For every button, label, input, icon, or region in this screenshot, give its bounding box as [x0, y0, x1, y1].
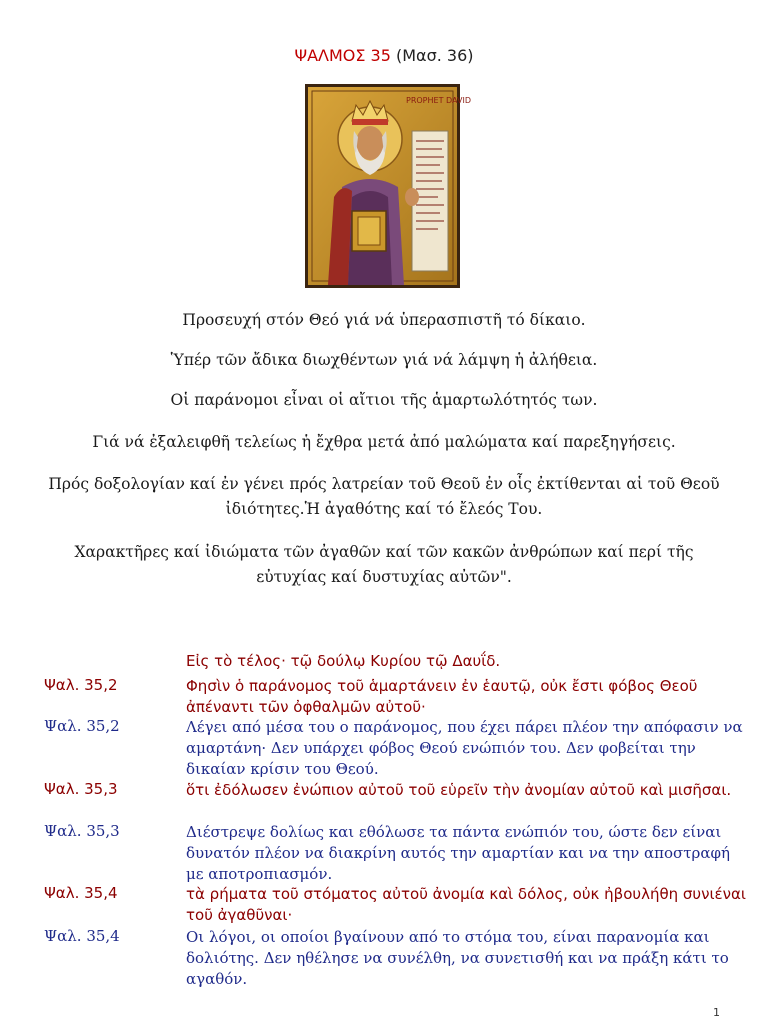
verse-text-modern: Λέγει από μέσα του ο παράνομος, που έχει πάρει πλέον την απόφασιν να αμαρτάνη· Δεν υπάρχει φόβος Θεού ενώπιόν του. Δεν φοβείται την δικαίαν κρίσιν του Θεού.	[186, 718, 743, 778]
verse-text-ancient: Φησὶν ὁ παράνομος τοῦ ἁμαρτάνειν ἐν ἑαυτῷ, οὐκ ἔστι φόβος Θεοῦ ἀπέναντι τῶν ὀφθαλμῶν αὐτοῦ·	[186, 677, 698, 716]
verse-text-ancient: ὅτι ἐδόλωσεν ἐνώπιον αὐτοῦ τοῦ εὑρεῖν τὴν ἀνομίαν αὐτοῦ καὶ μισῆσαι.	[186, 781, 732, 799]
psalm-title: ΨΑΛΜΟΣ 35	[294, 46, 391, 65]
verse-reference: Ψαλ. 35,4	[44, 927, 120, 945]
verse-reference: Ψαλ. 35,3	[44, 780, 118, 798]
verse-reference: Ψαλ. 35,3	[44, 822, 120, 840]
king-david-icon	[305, 84, 471, 288]
intro-line-4: Γιά νά ἐξαλειφθῆ τελείως ἡ ἔχθρα μετά ἀπό μαλώματα καί παρεξηγήσεις.	[92, 433, 676, 451]
page-number: 1	[713, 1006, 720, 1019]
verse-text-ancient: τὰ ρήματα τοῦ στόματος αὐτοῦ ἀνομία καὶ δόλος, οὐκ ἠβουλήθη συνιέναι τοῦ ἀγαθῦναι·	[186, 885, 747, 924]
icon-inscription: PROPHET DAVID	[406, 96, 471, 105]
intro-line-1: Προσευχή στόν Θεό γιά νά ὑπερασπιστῆ τό δίκαιο.	[182, 311, 586, 329]
intro-line-3: Οἱ παράνομοι εἶναι οἱ αἴτιοι τῆς ἁμαρτωλότητός των.	[170, 391, 598, 409]
intro-line-6: Χαρακτῆρες καί ἰδιώματα τῶν ἀγαθῶν καί τῶν κακῶν ἀνθρώπων καί περί τῆς εὐτυχίας καί δυστυχίας αὐτῶν".	[74, 543, 694, 586]
page-title	[0, 46, 768, 65]
psalm-heading: Εἰς τὸ τέλος· τῷ δούλῳ Κυρίου τῷ Δαυΐδ.	[186, 652, 501, 670]
verse-text-modern: Οι λόγοι, οι οποίοι βγαίνουν από το στόμα του, είναι παρανομία και δολιότης. Δεν ηθέλησε να συνέλθη, να συνετισθή και να πράξη κάτι το αγαθόν.	[186, 928, 729, 988]
verse-reference: Ψαλ. 35,2	[44, 717, 120, 735]
masoretic-number: (Μασ. 36)	[396, 46, 474, 65]
verse-text-modern: Διέστρεψε δολίως και εθόλωσε τα πάντα ενώπιόν του, ώστε δεν είναι δυνατόν πλέον να διακρίνη αυτός την αμαρτίαν και να την αποστραφή με αποτροπιασμόν.	[186, 823, 730, 883]
intro-line-2: Ὑπέρ τῶν ἄδικα διωχθέντων γιά νά λάμψη ἡ ἀλήθεια.	[170, 351, 598, 369]
intro-line-5: Πρός δοξολογίαν καί ἐν γένει πρός λατρείαν τοῦ Θεοῦ ἐν οἷς ἐκτίθενται αἱ τοῦ Θεοῦ ἰδιότητες.Ἡ ἀγαθότης καί τό ἔλεός Του.	[48, 475, 720, 518]
verse-reference: Ψαλ. 35,4	[44, 884, 118, 902]
verse-reference: Ψαλ. 35,2	[44, 676, 118, 694]
